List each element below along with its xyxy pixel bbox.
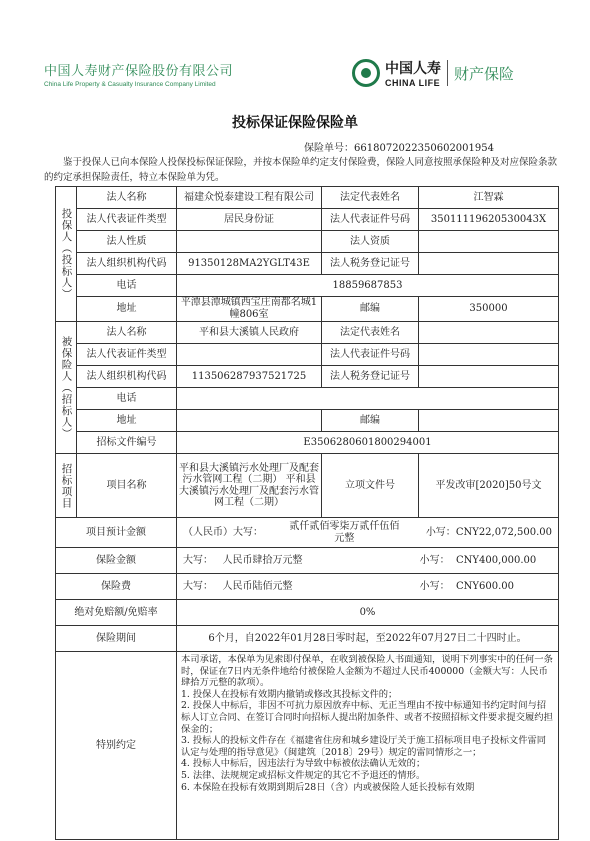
- company-name-en: China Life Property & Casualty Insurance Company Limited: [44, 81, 216, 88]
- applicant-phone-label: 电话: [77, 275, 177, 297]
- applicant-nature: [177, 231, 322, 253]
- applicant-qual-label: 法人资质: [322, 231, 419, 253]
- premium-small: CNY600.00: [456, 580, 514, 592]
- special-term-line: 2. 投保人中标后，非因不可抗力原因放弃中标、无正当理由不按中标通知书约定时间与招标人订立合同、在签订合同时向招标人提出附加条件、或者不按照招标文件要求提交履约担保金的；: [181, 700, 553, 735]
- special-term-line: 1. 投保人在投标有效期内撤销或修改其投标文件的；: [181, 688, 398, 700]
- insured-addr: [177, 410, 322, 432]
- premium-upper: 人民币陆佰元整: [222, 580, 293, 592]
- premium: 大写： 人民币陆佰元整 小写： CNY600.00: [177, 574, 559, 600]
- insurance-period: 6个月，自2022年01月28日零时起，至2022年07月27日二十四时止。: [177, 626, 559, 652]
- insured-org: 113506287937521725: [177, 366, 322, 388]
- applicant-tax-label: 法人税务登记证号: [322, 253, 419, 275]
- applicant-name-label: 法人名称: [77, 187, 177, 209]
- brand-divider: [447, 60, 448, 86]
- insured-addr-label: 地址: [77, 410, 177, 432]
- policy-table: [55, 186, 559, 840]
- insured-zip: [419, 410, 559, 432]
- applicant-qual: [419, 231, 559, 253]
- applicant-nature-label: 法人性质: [77, 231, 177, 253]
- insured-org-label: 法人组织机构代码: [77, 366, 177, 388]
- sum-insured-label: 保险金额: [56, 548, 177, 574]
- deductible: 0%: [177, 600, 559, 626]
- applicant-zip: 350000: [419, 297, 559, 322]
- special-term-line: 4. 投标人中标后，因违法行为导致中标被依法确认无效的；: [181, 758, 426, 770]
- project-amount-small: CNY22,072,500.00: [455, 526, 552, 538]
- special-term-line: 本司承诺，本保单为见索即付保单，在收到被保险人书面通知，说明下列事实中的任何一条时，保证在7日内无条件地给付被保险人金额为不超过人民币400000（金额大写：人民币肆拾万元整的款项）。: [181, 654, 553, 689]
- insured-tax-label: 法人税务登记证号: [322, 366, 419, 388]
- premium-label: 保险费: [56, 574, 177, 600]
- insured-name: 平和县大溪镇人民政府: [177, 322, 322, 344]
- brand-name-cn: 中国人寿: [385, 61, 441, 77]
- special-term-line: 5. 法律、法规规定或招标文件规定的其它不予退还的情形。: [181, 769, 426, 781]
- insured-name-label: 法人名称: [77, 322, 177, 344]
- applicant-rep: 江智霖: [419, 187, 559, 209]
- project-amount-label: 项目预计金额: [56, 518, 177, 548]
- deductible-label: 绝对免赔额/免赔率: [56, 600, 177, 626]
- intro-paragraph: 鉴于投保人已向本保险人投保投标保证保险，并按本保险单约定支付保险费，保险人同意按照承保险种及对应保险条款的约定承担保险责任，特立本保险单为凭。: [44, 157, 558, 183]
- insured-id-no-label: 法人代表证件号码: [322, 344, 419, 366]
- brand-name-en: CHINA LIFE: [385, 78, 441, 88]
- insured-doc: E3506280601800294001: [177, 432, 559, 454]
- insured-section-label: 被保险人（招标人）: [56, 322, 77, 454]
- applicant-id-type-label: 法人代表证件类型: [77, 209, 177, 231]
- insured-rep: [419, 322, 559, 344]
- project-name-label: 项目名称: [77, 454, 177, 518]
- applicant-section-label: 投保人（投标人）: [56, 187, 77, 322]
- project-name: 平和县大溪镇污水处理厂及配套污水管网工程（二期） 平和县大溪镇污水处理厂及配套污水管网工程（二期）: [177, 454, 322, 518]
- brand-logo: [352, 58, 514, 88]
- applicant-org: 91350128MA2YGLT43E: [177, 253, 322, 275]
- applicant-org-label: 法人组织机构代码: [77, 253, 177, 275]
- applicant-name: 福建众悦泰建设工程有限公司: [177, 187, 322, 209]
- project-amount: （人民币）大写： 贰仟贰佰零柒万贰仟伍佰元整 小写：CNY22,072,500.00: [177, 518, 559, 548]
- insured-tax: [419, 366, 559, 388]
- special-terms-label: 特别约定: [56, 652, 177, 840]
- sum-insured-small: CNY400,000.00: [456, 554, 537, 566]
- project-amount-rmb: （人民币）大写：: [183, 526, 263, 538]
- project-amount-upper: 贰仟贰佰零柒万贰仟伍佰元整: [289, 520, 400, 544]
- insured-rep-label: 法定代表姓名: [322, 322, 419, 344]
- company-name-cn: 中国人寿财产保险股份有限公司: [44, 64, 234, 79]
- special-term-line: 6. 本保险在投标有效期到期后28日（含）内或被保险人延长投标有效期: [181, 781, 475, 793]
- insured-zip-label: 邮编: [322, 410, 419, 432]
- applicant-id-type: 居民身份证: [177, 209, 322, 231]
- document-title: 投标保证保险保险单: [232, 115, 358, 131]
- sum-insured: 大写： 人民币肆拾万元整 小写： CNY400,000.00: [177, 548, 559, 574]
- project-section-label: 招标项目: [56, 454, 77, 518]
- applicant-id-no: 350111196205300​43X: [419, 209, 559, 231]
- period-label: 保险期间: [56, 626, 177, 652]
- special-term-line: 3. 投标人的投标文件存在《福建省住房和城乡建设厅关于施工招标项目电子投标文件雷同认定与处理的指导意见》（闽建筑〔2018〕29号）规定的雷同情形之一；: [181, 735, 547, 758]
- applicant-zip-label: 邮编: [322, 297, 419, 322]
- special-terms: [177, 652, 559, 840]
- insured-doc-label: 招标文件编号: [77, 432, 177, 454]
- insured-id-type-label: 法人代表证件类型: [77, 344, 177, 366]
- applicant-addr: 平潭县潭城镇西宝庄南都名城1幢806室: [177, 297, 322, 322]
- brand-subtitle: 财产保险: [454, 64, 515, 83]
- sum-insured-upper: 人民币肆拾万元整: [222, 554, 303, 566]
- insured-phone: [177, 388, 559, 410]
- applicant-rep-label: 法定代表姓名: [322, 187, 419, 209]
- applicant-id-no-label: 法人代表证件号码: [322, 209, 419, 231]
- china-life-logo-icon: [352, 59, 380, 87]
- applicant-tax: [419, 253, 559, 275]
- company-header: [44, 60, 233, 88]
- insured-id-no: [419, 344, 559, 366]
- applicant-addr-label: 地址: [77, 297, 177, 322]
- project-file-label: 立项文件号: [322, 454, 419, 518]
- insured-phone-label: 电话: [77, 388, 177, 410]
- policy-number: 保险单号：6618072022350602001954: [304, 143, 494, 154]
- applicant-phone: 18859687853: [177, 275, 559, 297]
- project-file: 平发改审[2020]50号文: [419, 454, 559, 518]
- insured-id-type: [177, 344, 322, 366]
